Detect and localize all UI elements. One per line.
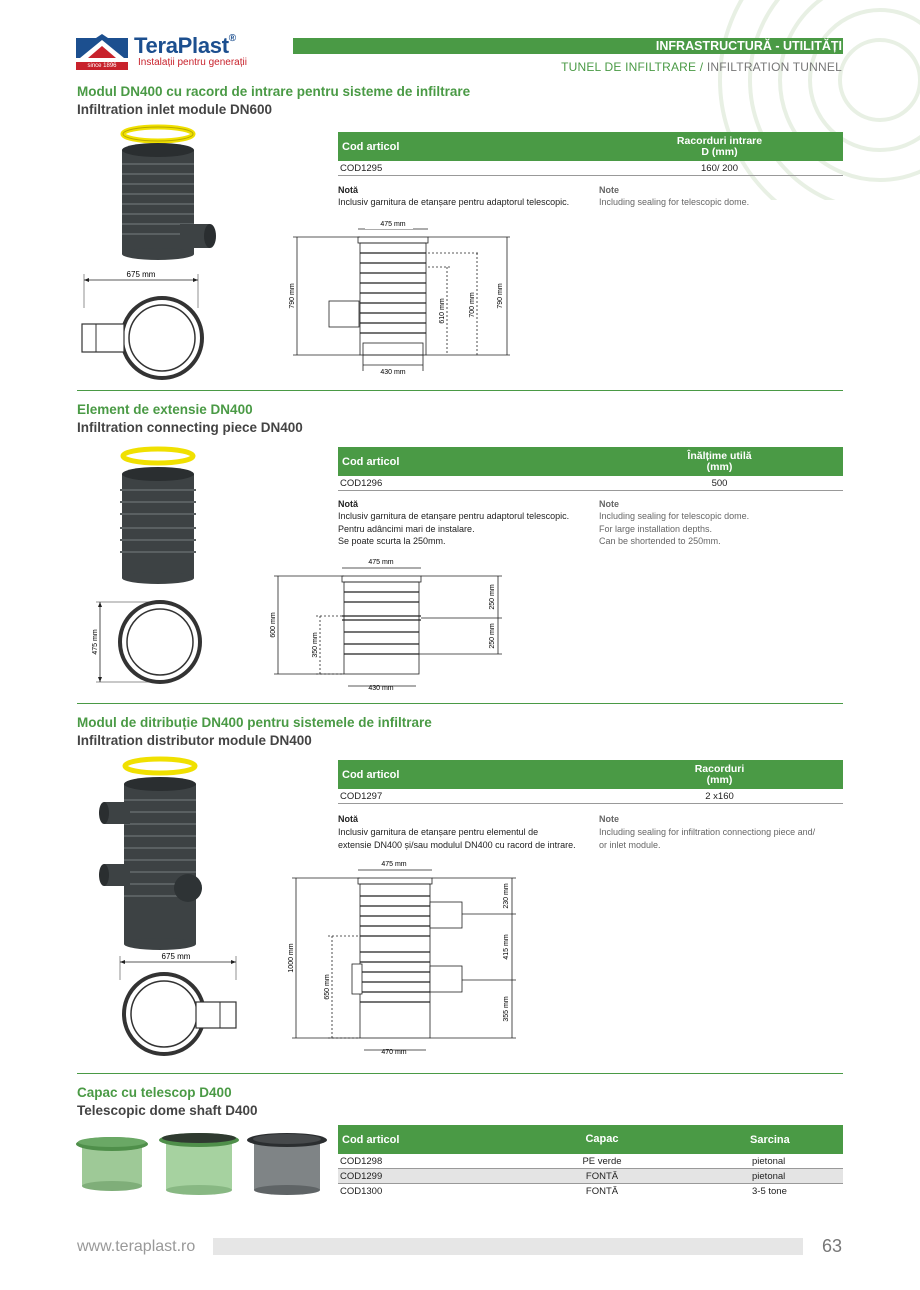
dim-top-width: 475 mm bbox=[381, 861, 407, 868]
dim-415: 415 mm bbox=[503, 934, 510, 960]
dim-height: 600 mm bbox=[270, 612, 277, 638]
inlet-module-image bbox=[100, 124, 230, 264]
dim-plan-width: 675 mm bbox=[126, 270, 156, 279]
note-en-label: Note bbox=[599, 499, 619, 509]
col-cod-articol: Cod articol bbox=[338, 132, 596, 161]
dim-bottom-width: 430 mm bbox=[380, 369, 406, 376]
cell-code: COD1298 bbox=[338, 1154, 514, 1169]
distributor-module-plan bbox=[112, 950, 242, 1060]
distributor-module-image bbox=[96, 756, 226, 951]
cell-value: 2 x160 bbox=[596, 789, 843, 804]
header-category: INFRASTRUCTURĂ - UTILITĂȚI bbox=[655, 39, 842, 53]
dim-lower: 250 mm bbox=[489, 623, 496, 649]
cell-value: 160/ 200 bbox=[596, 161, 843, 176]
col-cod-articol: Cod articol bbox=[338, 447, 596, 476]
brand-tagline: Instalații pentru generații bbox=[138, 57, 247, 68]
col-cod-articol: Cod articol bbox=[338, 1125, 514, 1154]
cell-sarcina: 3-5 tone bbox=[752, 1185, 787, 1197]
dim-650: 650 mm bbox=[324, 974, 331, 1000]
section-4-title: Capac cu telescop D400 bbox=[77, 1085, 232, 1100]
dim-610: 610 mm bbox=[439, 298, 446, 324]
note-ro-label: Notă bbox=[338, 814, 358, 824]
section-1-table bbox=[338, 132, 843, 176]
inlet-module-drawing bbox=[285, 215, 515, 383]
section-3-table bbox=[338, 760, 843, 804]
section-4-subtitle: Telescopic dome shaft D400 bbox=[77, 1103, 258, 1118]
inlet-module-plan bbox=[78, 268, 208, 383]
col-capac: Capac bbox=[514, 1125, 690, 1154]
col-racorduri: Racorduri (mm) bbox=[596, 760, 843, 789]
note-ro-label: Notă bbox=[338, 499, 358, 509]
extension-element-plan bbox=[88, 598, 208, 688]
note-en-label: Note bbox=[599, 814, 619, 824]
cell-code: COD1300 bbox=[340, 1185, 383, 1197]
dim-height: 790 mm bbox=[289, 283, 296, 309]
extension-element-drawing bbox=[266, 554, 506, 694]
section-1-subtitle: Infiltration inlet module DN600 bbox=[77, 102, 273, 117]
table-row bbox=[338, 789, 843, 804]
cell-code: COD1299 bbox=[338, 1169, 514, 1184]
dim-height: 1000 mm bbox=[288, 943, 295, 973]
distributor-module-drawing bbox=[284, 856, 524, 1058]
section-3-subtitle: Infiltration distributor module DN400 bbox=[77, 733, 312, 748]
cell-code: COD1295 bbox=[338, 161, 596, 176]
teraplast-logo-icon bbox=[76, 34, 128, 62]
dim-upper: 250 mm bbox=[489, 584, 496, 610]
col-racorduri-intrare: Racorduri intrare D (mm) bbox=[596, 132, 843, 161]
page-number: 63 bbox=[822, 1236, 843, 1256]
cell-sarcina: pietonal bbox=[690, 1154, 843, 1169]
cell-value: 500 bbox=[596, 476, 843, 491]
dim-top-width: 475 mm bbox=[368, 559, 394, 566]
cell-sarcina: pietonal bbox=[690, 1169, 843, 1184]
cell-capac: PE verde bbox=[514, 1154, 690, 1169]
section-2-table bbox=[338, 447, 843, 491]
dim-790: 790 mm bbox=[497, 283, 504, 309]
cell-capac: FONTĂ bbox=[514, 1169, 690, 1184]
dim-bottom-width: 470 mm bbox=[381, 1049, 407, 1056]
dim-plan-width: 475 mm bbox=[92, 629, 99, 655]
dim-bottom-width: 430 mm bbox=[368, 685, 394, 692]
footer-url[interactable]: www.teraplast.ro bbox=[77, 1238, 196, 1255]
table-row bbox=[338, 1184, 843, 1199]
table-row bbox=[338, 1154, 843, 1169]
section-divider bbox=[77, 390, 843, 391]
footer-bar bbox=[213, 1238, 803, 1255]
table-row bbox=[338, 1169, 843, 1184]
dim-230: 230 mm bbox=[503, 883, 510, 909]
cell-code: COD1297 bbox=[338, 789, 596, 804]
note-en: Including sealing for telescopic dome. For large installation depths. Can be shortended to 250mm. bbox=[599, 511, 750, 546]
section-3-title: Modul de ditribuție DN400 pentru sistemele de infiltrare bbox=[77, 715, 432, 730]
dim-355: 355 mm bbox=[503, 996, 510, 1022]
table-row bbox=[338, 476, 843, 491]
note-ro: Inclusiv garnitura de etanșare pentru adaptorul telescopic. bbox=[338, 197, 570, 207]
brand-name: TeraPlast® bbox=[134, 33, 236, 58]
telescopic-dome-images bbox=[76, 1130, 332, 1196]
note-en-label: Note bbox=[599, 185, 619, 195]
note-en: Including sealing for infiltration connectiong piece and/ or inlet module. bbox=[599, 827, 816, 850]
section-4-table bbox=[338, 1125, 843, 1198]
section-divider bbox=[77, 1073, 843, 1074]
note-ro-label: Notă bbox=[338, 185, 358, 195]
section-2-subtitle: Infiltration connecting piece DN400 bbox=[77, 420, 303, 435]
col-cod-articol: Cod articol bbox=[338, 760, 596, 789]
dim-plan-width: 675 mm bbox=[161, 952, 191, 961]
table-row bbox=[338, 161, 843, 176]
dim-top-width: 475 mm bbox=[380, 221, 406, 228]
col-sarcina: Sarcina bbox=[690, 1125, 843, 1154]
section-1-title: Modul DN400 cu racord de intrare pentru sisteme de infiltrare bbox=[77, 84, 471, 99]
dim-700: 700 mm bbox=[469, 292, 476, 318]
col-inaltime-utila: Înălțime utilă (mm) bbox=[596, 447, 843, 476]
note-en: Including sealing for telescopic dome. bbox=[599, 197, 750, 207]
note-ro: Inclusiv garnitura de etanșare pentru elementul de extensie DN400 și/sau modulul DN400 cu racord de intrare. bbox=[338, 827, 576, 850]
brand-since: since 1896 bbox=[76, 62, 128, 70]
note-ro: Inclusiv garnitura de etanșare pentru adaptorul telescopic. Pentru adâncimi mari de instalare. Se poate scurta la 250mm. bbox=[338, 511, 570, 546]
header-subtitle: TUNEL DE INFILTRARE / INFILTRATION TUNNEL bbox=[561, 60, 842, 74]
cell-code: COD1296 bbox=[338, 476, 596, 491]
dim-350: 350 mm bbox=[312, 632, 319, 658]
section-2-title: Element de extensie DN400 bbox=[77, 402, 253, 417]
cell-capac: FONTĂ bbox=[585, 1185, 619, 1197]
section-divider bbox=[77, 703, 843, 704]
extension-element-image bbox=[100, 444, 230, 584]
